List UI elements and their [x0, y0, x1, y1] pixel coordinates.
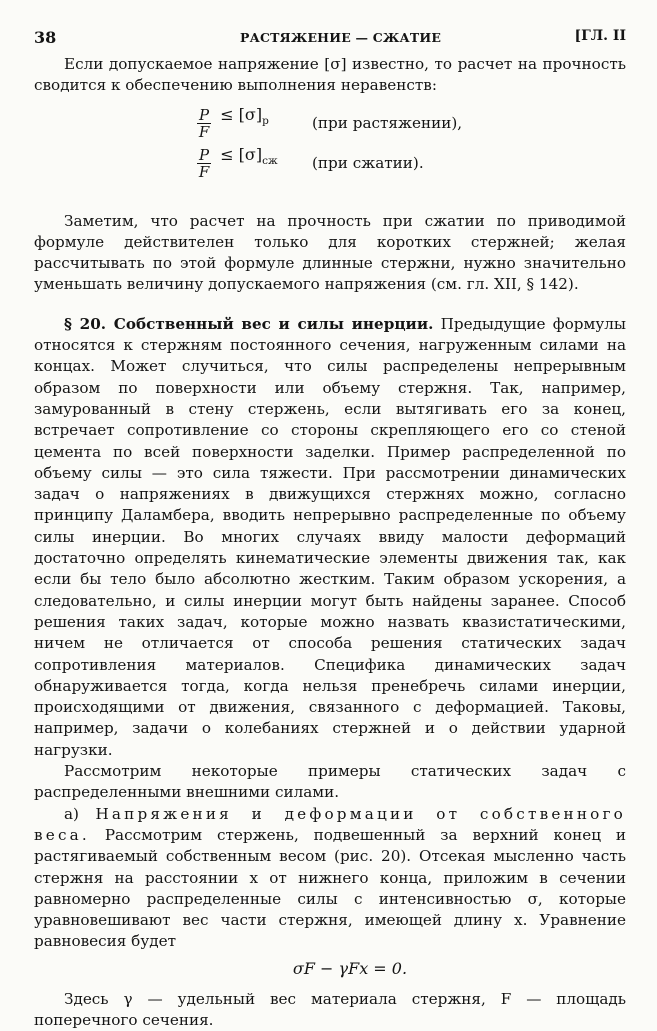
fraction [197, 147, 211, 180]
fraction-numerator: P [199, 146, 210, 165]
fraction-denominator: F [198, 123, 210, 142]
page-header [34, 28, 626, 54]
section-title: § 20. Собственный вес и силы инерции. [64, 314, 434, 333]
remark-paragraph: Заметим, что расчет на прочность при сжатии по приводимой формуле действителен только для коротких стержней; желая рассчитывать по этой формуле длинные стержни, нужно значительно уменьшать величину допускаемого напряжения (см. гл. XII, § 142). [34, 211, 626, 294]
formula-rhs: ≤ [σ] [220, 105, 263, 125]
fraction-denominator: F [198, 163, 210, 182]
formula-note: (при сжатии). [312, 153, 424, 172]
intro-paragraph: Если допускаемое напряжение [σ] известно, то расчет на прочность сводится к обеспечению выполнения неравенств: [34, 55, 626, 95]
formula-subscript: сж [262, 155, 278, 168]
closing-paragraph: Здесь γ — удельный вес материала стержня, F — площадь поперечного сечения. [34, 989, 626, 1029]
equilibrium-equation: σF − γFx = 0. [292, 958, 408, 978]
section-body: Предыдущие формулы относятся к стержням постоянного сечения, нагруженным силами на концах. Может случиться, что силы распределены непрерывным образом по поверхности или объему стержня. Так, например, замурованный в стену стержень, если вытягивать его за конец, встречает сопротивление со стороны скрепляющего его со стеной цемента по всей поверхности заделки. Пример распределенной по объему силы — это сила тяжести. При рассмотрении динамических задач о напряжениях в движущихся стержнях можно, согласно принципу Даламбера, вводить непрерывно распределенные по объему силы инерции. Во многих случаях ввиду малости деформаций достаточно определять кинематические элементы движения так, как если бы тело было абсолютно жестким. Таким образом ускорения, а следовательно, и силы инерции могут быть найдены заранее. Способ решения таких задач, которые можно назвать квазистатическими, ничем не отличается от способа решения статических задач сопротивления материалов. Специфика динамических задач обнаруживается тогда, когда нельзя пренебречь силами инерции, происходящими от движения, связанного с деформацией. Таковы, например, задачи о колебаниях стержней и о действии ударной нагрузки. [34, 314, 627, 759]
formula-note: (при растяжении), [312, 113, 463, 132]
item-a-label: а) [64, 804, 79, 823]
book-page [34, 28, 626, 1031]
fraction-numerator: P [199, 106, 210, 125]
inequality-tension [197, 103, 626, 143]
chapter-label: [ГЛ. II [574, 28, 626, 44]
section-paragraph [34, 314, 626, 761]
formula-rhs: ≤ [σ] [220, 145, 263, 165]
item-a-body: Рассмотрим стержень, подвешенный за верхний конец и растягиваемый собственным весом (рис. 20). Отсекая мысленно часть стержня на расстоянии x от нижнего конца, приложим в сечении равномерно распределенные силы с интенсивностью σ, которые уравновешивают вес части стержня, имеющей длину x. Уравнение равновесия будет [34, 825, 627, 951]
running-title: РАСТЯЖЕНИЕ — СЖАТИЕ [240, 30, 442, 45]
inequalities [197, 103, 626, 183]
inequality-compression [197, 143, 626, 183]
examples-paragraph: Рассмотрим некоторые примеры статических задач с распределенными внешними силами. [34, 762, 626, 802]
formula-expression [197, 145, 312, 180]
formula-expression [197, 105, 312, 140]
formula-subscript: р [262, 115, 269, 128]
fraction [197, 107, 211, 140]
item-a-title: Напряжения и деформации от собственного веса. [34, 804, 626, 844]
item-a-paragraph [34, 804, 626, 953]
page-number: 38 [34, 28, 57, 47]
